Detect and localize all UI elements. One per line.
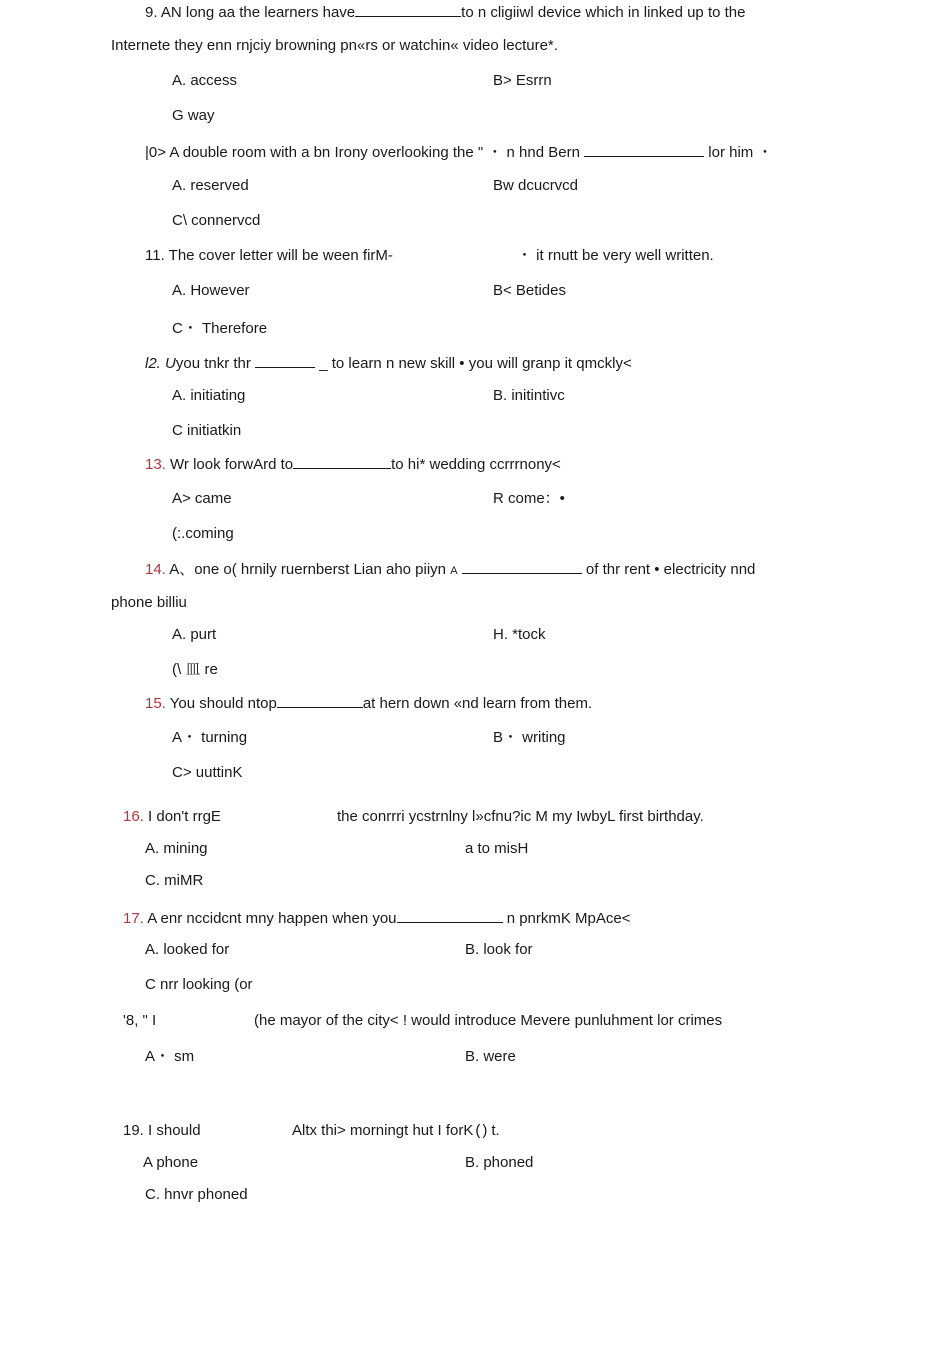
option-c: C> uuttinK bbox=[172, 764, 243, 781]
question-text: to n cligiiwl device which in linked up to the bbox=[461, 4, 746, 21]
question-18-number: '8, " I bbox=[123, 1012, 157, 1029]
question-16-stem-end: the conrrri ycstrnlny l»cfnu?ic M my IwbyL first birthday. bbox=[337, 808, 704, 825]
option-c: G way bbox=[172, 107, 215, 124]
question-text-small: A bbox=[450, 565, 458, 577]
option-c: (\ 皿 re bbox=[172, 661, 218, 678]
option-b: B. initintivc bbox=[493, 387, 565, 404]
question-12-stem bbox=[145, 353, 632, 373]
question-number: 17. bbox=[123, 910, 144, 927]
option-a: A phone bbox=[143, 1154, 199, 1171]
question-number: 11. bbox=[145, 247, 165, 264]
option-b: B> Esrrn bbox=[493, 72, 552, 89]
option-a: A・ sm bbox=[145, 1048, 195, 1065]
question-text: you tnkr thr bbox=[175, 355, 251, 372]
question-19-stem bbox=[123, 1122, 201, 1140]
answer-blank bbox=[584, 142, 704, 157]
option-b: B. phoned bbox=[465, 1154, 534, 1171]
question-text: You should ntop bbox=[169, 695, 277, 712]
question-text: at hern down «nd learn from them. bbox=[362, 695, 593, 712]
option-b: B. were bbox=[465, 1048, 516, 1065]
question-text: lor him ・ bbox=[708, 144, 773, 161]
question-9-stem bbox=[145, 2, 745, 22]
option-c: C initiatkin bbox=[172, 422, 242, 439]
question-number: 15. bbox=[145, 695, 166, 712]
option-b: H. *tock bbox=[493, 626, 546, 643]
option-c: C nrr looking (or bbox=[145, 976, 253, 993]
option-a: A. purt bbox=[172, 626, 217, 643]
question-number: 19. bbox=[123, 1122, 144, 1139]
question-number: l2. bbox=[145, 355, 161, 372]
question-text: _ to learn n new skill • you will granp it qmckly< bbox=[319, 355, 632, 372]
option-c: C・ Therefore bbox=[172, 320, 268, 337]
question-17-stem bbox=[123, 908, 631, 928]
answer-blank bbox=[293, 454, 391, 469]
question-number-letter: U bbox=[165, 355, 176, 372]
option-b: Bw dcucrvcd bbox=[493, 177, 579, 194]
option-a: A・ turning bbox=[172, 729, 248, 746]
answer-blank bbox=[255, 353, 315, 368]
option-b: B< Betides bbox=[493, 282, 566, 299]
question-text: A、one o( hrnily ruernberst Lian aho piiyn bbox=[169, 561, 447, 578]
option-b: R come：• bbox=[493, 490, 565, 507]
question-text: A enr nccidcnt mny happen when you bbox=[147, 910, 397, 927]
question-18-stem: (he mayor of the city< ! would introduce Mevere punluhment lor crimes bbox=[254, 1012, 723, 1029]
question-text: The cover letter will be ween firM- bbox=[168, 247, 393, 264]
option-a: A. reserved bbox=[172, 177, 249, 194]
option-b: a to misH bbox=[465, 840, 529, 857]
option-c: C. hnvr phoned bbox=[145, 1186, 248, 1203]
question-11-stem bbox=[145, 247, 393, 265]
option-a: A. looked for bbox=[145, 941, 230, 958]
question-14-stem bbox=[145, 559, 755, 580]
answer-blank bbox=[277, 693, 363, 708]
question-text: A double room with a bn Irony overlooking the " ・ n hnd Bern bbox=[169, 144, 580, 161]
option-a: A. access bbox=[172, 72, 238, 89]
answer-blank bbox=[397, 908, 503, 923]
question-14-stem-continued: phone billiu bbox=[111, 594, 187, 611]
question-9-stem-continued: Internete they enn rnjciy browning pn«rs or watchin« video lecture*. bbox=[111, 37, 558, 54]
question-text: t. bbox=[491, 1122, 500, 1139]
question-text: Wr look forwArd to bbox=[170, 456, 294, 473]
question-number: |0> bbox=[145, 144, 166, 161]
option-a: A. However bbox=[172, 282, 250, 299]
question-text: I don't rrgE bbox=[148, 808, 221, 825]
question-text: n pnrkmK MpAce< bbox=[506, 910, 631, 927]
option-c: (:.coming bbox=[172, 525, 234, 542]
option-a: A. mining bbox=[145, 840, 208, 857]
question-13-stem bbox=[145, 454, 561, 474]
parentheses-blank: (​) bbox=[475, 1122, 490, 1139]
option-b: B・ writing bbox=[493, 729, 566, 746]
question-15-stem bbox=[145, 693, 592, 713]
question-number: 9. bbox=[145, 4, 158, 21]
question-number: 13. bbox=[145, 456, 166, 473]
option-b: B. look for bbox=[465, 941, 533, 958]
question-text: I should bbox=[148, 1122, 201, 1139]
option-a: A> came bbox=[172, 490, 232, 507]
option-c: C. miMR bbox=[145, 872, 204, 889]
question-text: to hi* wedding ccrrrnony< bbox=[391, 456, 561, 473]
option-a: A. initiating bbox=[172, 387, 246, 404]
question-10-stem bbox=[145, 142, 772, 162]
answer-blank bbox=[462, 559, 582, 574]
answer-blank bbox=[355, 2, 461, 17]
question-number: 14. bbox=[145, 561, 166, 578]
question-text: Altx thi> morningt hut I forK bbox=[292, 1122, 474, 1139]
question-11-stem-end: ・ it rnutt be very well written. bbox=[517, 247, 714, 264]
question-19-stem-end bbox=[292, 1122, 500, 1140]
question-text: AN long aa the learners have bbox=[160, 4, 356, 21]
option-c: C\ connervcd bbox=[172, 212, 261, 229]
question-text: of thr rent • electricity nnd bbox=[585, 561, 756, 578]
question-number: 16. bbox=[123, 808, 144, 825]
question-16-stem bbox=[123, 808, 221, 826]
